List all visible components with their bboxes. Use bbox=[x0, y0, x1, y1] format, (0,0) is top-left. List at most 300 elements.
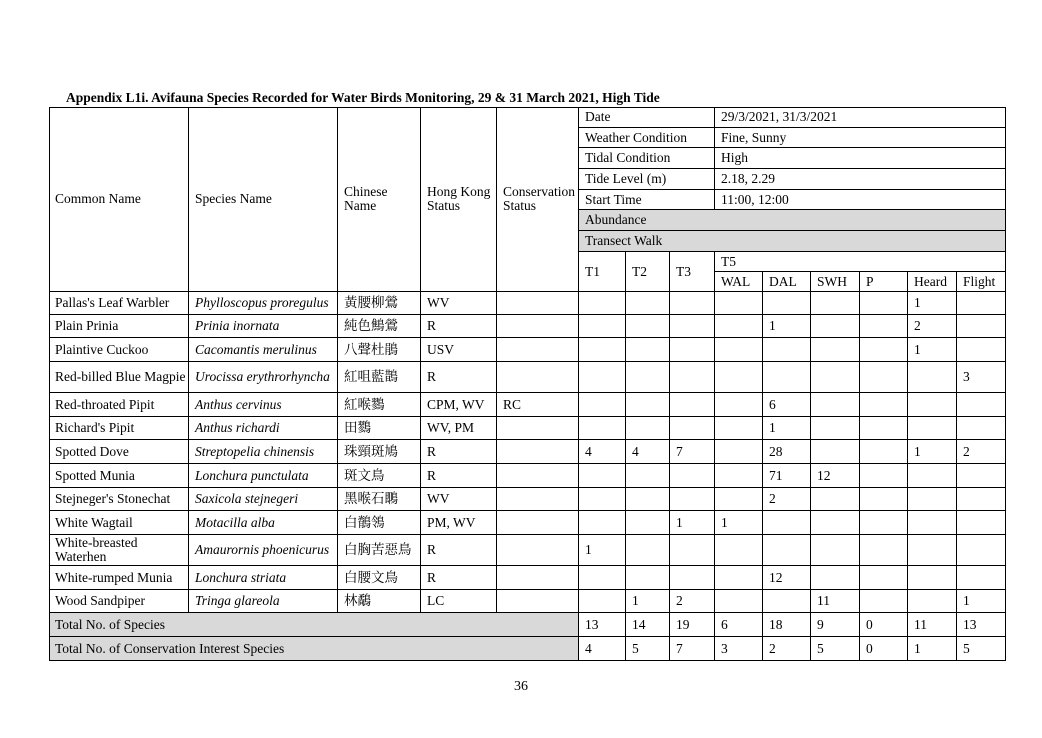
cell-chinese bbox=[338, 292, 421, 315]
header-conservation-status-text: Conservation Status bbox=[503, 184, 575, 213]
cell-wal bbox=[715, 338, 763, 362]
cell-t2 bbox=[626, 440, 670, 464]
cell-t2 bbox=[626, 393, 670, 417]
cell-wal bbox=[715, 535, 763, 566]
cell-common-text: Red-billed Blue Magpie bbox=[55, 369, 186, 384]
cell-hk-text: R bbox=[427, 318, 437, 333]
cell-t2 bbox=[626, 338, 670, 362]
cell-t1-text: 4 bbox=[585, 443, 592, 459]
cell-chinese bbox=[338, 488, 421, 511]
cell-species-text: Motacilla alba bbox=[195, 514, 275, 530]
cell-t1 bbox=[579, 511, 626, 535]
total-row-label bbox=[49, 613, 579, 637]
cell-p bbox=[860, 511, 908, 535]
cell-p bbox=[860, 535, 908, 566]
total-t2-text: 5 bbox=[632, 640, 639, 656]
cell-species bbox=[189, 338, 338, 362]
cell-cons bbox=[497, 417, 579, 440]
header-species-name bbox=[189, 107, 338, 292]
cell-hk bbox=[421, 464, 497, 488]
cell-chinese bbox=[338, 315, 421, 338]
cell-hk-text: R bbox=[427, 443, 437, 459]
header-swh-text: SWH bbox=[817, 273, 847, 289]
cell-wal bbox=[715, 488, 763, 511]
header-swh bbox=[811, 272, 860, 292]
cell-p bbox=[860, 393, 908, 417]
cell-common-text: White-rumped Munia bbox=[55, 569, 173, 585]
cell-cons bbox=[497, 488, 579, 511]
cell-species-text: Lonchura punctulata bbox=[195, 467, 309, 483]
cell-chinese bbox=[338, 417, 421, 440]
cell-chinese bbox=[338, 393, 421, 417]
cell-t1 bbox=[579, 292, 626, 315]
cell-chinese bbox=[338, 511, 421, 535]
cell-dal-text: 1 bbox=[769, 318, 776, 333]
cell-species bbox=[189, 535, 338, 566]
cell-species bbox=[189, 362, 338, 393]
cell-t3 bbox=[670, 315, 715, 338]
total-heard bbox=[908, 613, 957, 637]
cell-heard bbox=[908, 566, 957, 590]
cell-species bbox=[189, 566, 338, 590]
cell-wal bbox=[715, 590, 763, 613]
cell-t3 bbox=[670, 362, 715, 393]
species-table bbox=[49, 107, 1006, 660]
header-flight bbox=[957, 272, 1006, 292]
total-row-label-text: Total No. of Conservation Interest Species bbox=[55, 640, 285, 656]
total-swh-text: 5 bbox=[817, 640, 824, 656]
cell-chinese-text: 純色鷦鶯 bbox=[344, 318, 398, 333]
cell-wal bbox=[715, 393, 763, 417]
cell-chinese bbox=[338, 464, 421, 488]
cell-species-text: Anthus richardi bbox=[195, 420, 280, 435]
cell-hk-text: R bbox=[427, 467, 437, 483]
cell-swh bbox=[811, 362, 860, 393]
cell-dal-text: 2 bbox=[769, 491, 776, 506]
total-dal-text: 2 bbox=[769, 640, 776, 656]
header-t2 bbox=[626, 252, 670, 292]
cell-p bbox=[860, 417, 908, 440]
cell-species bbox=[189, 292, 338, 315]
cell-swh bbox=[811, 590, 860, 613]
total-row-label bbox=[49, 637, 579, 661]
cell-species bbox=[189, 488, 338, 511]
cell-chinese-text: 珠頸斑鳩 bbox=[344, 443, 398, 459]
cell-flight bbox=[957, 535, 1006, 566]
header-weather-value-text: Fine, Sunny bbox=[721, 129, 787, 145]
total-t2 bbox=[626, 637, 670, 661]
appendix-title: Appendix L1i. Avifauna Species Recorded for Water Birds Monitoring, 29 & 31 March 2021, High Tide bbox=[66, 90, 660, 105]
cell-p bbox=[860, 590, 908, 613]
cell-dal bbox=[763, 338, 811, 362]
cell-flight-text: 2 bbox=[963, 443, 970, 459]
header-p-text: P bbox=[866, 273, 874, 289]
header-chinese-name-text: Chinese Name bbox=[344, 184, 388, 213]
header-flight-text: Flight bbox=[963, 273, 996, 289]
cell-chinese bbox=[338, 338, 421, 362]
total-t3 bbox=[670, 613, 715, 637]
cell-species-text: Cacomantis merulinus bbox=[195, 341, 317, 357]
cell-common bbox=[49, 488, 189, 511]
cell-flight bbox=[957, 590, 1006, 613]
cell-chinese-text: 八聲杜鵑 bbox=[344, 341, 398, 357]
cell-species-text: Saxicola stejnegeri bbox=[195, 491, 299, 506]
cell-t1 bbox=[579, 488, 626, 511]
cell-common bbox=[49, 292, 189, 315]
cell-t1 bbox=[579, 464, 626, 488]
cell-common bbox=[49, 315, 189, 338]
total-flight bbox=[957, 613, 1006, 637]
cell-flight bbox=[957, 440, 1006, 464]
cell-common bbox=[49, 535, 189, 566]
cell-cons bbox=[497, 440, 579, 464]
cell-hk-text: R bbox=[427, 569, 437, 585]
cell-swh bbox=[811, 393, 860, 417]
total-t1 bbox=[579, 613, 626, 637]
cell-hk-text: USV bbox=[427, 341, 455, 357]
cell-heard bbox=[908, 440, 957, 464]
header-dal bbox=[763, 272, 811, 292]
cell-swh bbox=[811, 417, 860, 440]
cell-hk-text: PM, WV bbox=[427, 514, 476, 530]
total-dal bbox=[763, 637, 811, 661]
cell-p bbox=[860, 292, 908, 315]
cell-species bbox=[189, 393, 338, 417]
cell-dal-text: 1 bbox=[769, 420, 776, 435]
cell-cons bbox=[497, 464, 579, 488]
cell-dal bbox=[763, 488, 811, 511]
cell-t2 bbox=[626, 362, 670, 393]
cell-hk bbox=[421, 417, 497, 440]
cell-t3 bbox=[670, 488, 715, 511]
cell-swh-text: 11 bbox=[817, 593, 830, 608]
header-abundance bbox=[579, 210, 1006, 231]
total-wal-text: 3 bbox=[721, 640, 728, 656]
cell-flight bbox=[957, 511, 1006, 535]
cell-common-text: White Wagtail bbox=[55, 514, 133, 530]
cell-chinese bbox=[338, 535, 421, 566]
cell-hk-text: LC bbox=[427, 593, 445, 608]
cell-cons-text: RC bbox=[503, 396, 522, 412]
cell-heard-text: 1 bbox=[914, 295, 921, 310]
cell-chinese-text: 白鶺鴒 bbox=[344, 514, 385, 530]
total-wal-text: 6 bbox=[721, 616, 728, 632]
cell-chinese-text: 斑文鳥 bbox=[344, 467, 385, 483]
header-chinese-name bbox=[338, 107, 421, 292]
header-p bbox=[860, 272, 908, 292]
header-transect-walk bbox=[579, 231, 1006, 252]
header-tide-level-value bbox=[715, 169, 1006, 190]
cell-t1 bbox=[579, 590, 626, 613]
cell-t3 bbox=[670, 417, 715, 440]
cell-wal bbox=[715, 464, 763, 488]
cell-wal bbox=[715, 566, 763, 590]
total-t3-text: 7 bbox=[676, 640, 683, 656]
cell-t2 bbox=[626, 566, 670, 590]
cell-flight bbox=[957, 315, 1006, 338]
cell-common bbox=[49, 440, 189, 464]
cell-wal bbox=[715, 440, 763, 464]
cell-t3-text: 1 bbox=[676, 514, 683, 530]
total-dal-text: 18 bbox=[769, 616, 783, 632]
cell-heard bbox=[908, 464, 957, 488]
cell-wal bbox=[715, 362, 763, 393]
cell-p bbox=[860, 464, 908, 488]
header-t3-text: T3 bbox=[676, 263, 691, 279]
cell-swh bbox=[811, 511, 860, 535]
cell-heard-text: 2 bbox=[914, 318, 921, 333]
header-tide-level-label-text: Tide Level (m) bbox=[585, 171, 667, 186]
cell-common-text: Red-throated Pipit bbox=[55, 396, 155, 412]
cell-species-text: Urocissa erythrorhyncha bbox=[195, 369, 330, 384]
cell-hk-text: WV, PM bbox=[427, 420, 475, 435]
cell-cons bbox=[497, 315, 579, 338]
cell-wal bbox=[715, 292, 763, 315]
total-swh-text: 9 bbox=[817, 616, 824, 632]
cell-t1 bbox=[579, 315, 626, 338]
total-p-text: 0 bbox=[866, 616, 873, 632]
cell-heard bbox=[908, 417, 957, 440]
cell-flight bbox=[957, 488, 1006, 511]
cell-heard bbox=[908, 292, 957, 315]
total-flight-text: 13 bbox=[963, 616, 977, 632]
cell-p bbox=[860, 440, 908, 464]
cell-p bbox=[860, 488, 908, 511]
cell-t3-text: 7 bbox=[676, 443, 683, 459]
cell-hk bbox=[421, 393, 497, 417]
cell-common-text: Spotted Munia bbox=[55, 467, 135, 483]
header-t5 bbox=[715, 252, 1006, 272]
cell-t3 bbox=[670, 566, 715, 590]
cell-common-text: Stejneger's Stonechat bbox=[55, 491, 171, 506]
cell-common bbox=[49, 566, 189, 590]
header-abundance-text: Abundance bbox=[585, 212, 647, 227]
cell-common bbox=[49, 464, 189, 488]
cell-t2 bbox=[626, 292, 670, 315]
total-row-label-text: Total No. of Species bbox=[55, 616, 166, 632]
cell-t1-text: 1 bbox=[585, 542, 592, 557]
cell-common-text: Spotted Dove bbox=[55, 443, 129, 459]
cell-swh bbox=[811, 488, 860, 511]
cell-dal bbox=[763, 566, 811, 590]
cell-dal bbox=[763, 440, 811, 464]
header-conservation-status bbox=[497, 107, 579, 292]
cell-chinese-text: 黃腰柳鶯 bbox=[344, 295, 398, 310]
cell-dal-text: 12 bbox=[769, 569, 783, 585]
cell-wal bbox=[715, 315, 763, 338]
cell-hk bbox=[421, 315, 497, 338]
cell-t3-text: 2 bbox=[676, 593, 683, 608]
header-heard bbox=[908, 272, 957, 292]
cell-dal-text: 6 bbox=[769, 396, 776, 412]
cell-hk bbox=[421, 590, 497, 613]
cell-t1 bbox=[579, 417, 626, 440]
cell-t3 bbox=[670, 464, 715, 488]
cell-chinese bbox=[338, 362, 421, 393]
total-t2 bbox=[626, 613, 670, 637]
cell-t1 bbox=[579, 535, 626, 566]
cell-species bbox=[189, 440, 338, 464]
cell-species bbox=[189, 464, 338, 488]
cell-flight bbox=[957, 338, 1006, 362]
header-start-time-label-text: Start Time bbox=[585, 191, 642, 207]
cell-cons bbox=[497, 393, 579, 417]
cell-t3 bbox=[670, 393, 715, 417]
header-weather-value bbox=[715, 128, 1006, 148]
cell-hk bbox=[421, 292, 497, 315]
cell-dal bbox=[763, 464, 811, 488]
cell-species-text: Prinia inornata bbox=[195, 318, 280, 333]
cell-p bbox=[860, 338, 908, 362]
cell-hk bbox=[421, 535, 497, 566]
header-tidal-label-text: Tidal Condition bbox=[585, 150, 671, 165]
cell-chinese-text: 白腰文鳥 bbox=[344, 569, 398, 585]
cell-dal bbox=[763, 417, 811, 440]
total-swh bbox=[811, 613, 860, 637]
header-transect-walk-text: Transect Walk bbox=[585, 233, 663, 248]
header-weather-label-text: Weather Condition bbox=[585, 129, 688, 145]
cell-p bbox=[860, 362, 908, 393]
cell-hk-text: WV bbox=[427, 295, 450, 310]
cell-t2 bbox=[626, 315, 670, 338]
cell-flight bbox=[957, 362, 1006, 393]
cell-wal bbox=[715, 511, 763, 535]
total-dal bbox=[763, 613, 811, 637]
cell-species-text: Lonchura striata bbox=[195, 569, 287, 585]
cell-t1 bbox=[579, 440, 626, 464]
cell-cons bbox=[497, 535, 579, 566]
cell-t2 bbox=[626, 488, 670, 511]
cell-heard bbox=[908, 315, 957, 338]
cell-species-text: Anthus cervinus bbox=[195, 396, 282, 412]
cell-common bbox=[49, 338, 189, 362]
cell-species bbox=[189, 590, 338, 613]
cell-swh bbox=[811, 292, 860, 315]
cell-swh bbox=[811, 566, 860, 590]
cell-t1 bbox=[579, 566, 626, 590]
header-species-name-text: Species Name bbox=[195, 191, 272, 206]
cell-p bbox=[860, 315, 908, 338]
cell-t2 bbox=[626, 417, 670, 440]
header-wal-text: WAL bbox=[721, 273, 751, 289]
cell-dal bbox=[763, 511, 811, 535]
cell-common-text: Pallas's Leaf Warbler bbox=[55, 295, 170, 310]
cell-t2 bbox=[626, 511, 670, 535]
cell-t2-text: 1 bbox=[632, 593, 639, 608]
cell-flight bbox=[957, 464, 1006, 488]
cell-cons bbox=[497, 362, 579, 393]
cell-hk bbox=[421, 440, 497, 464]
cell-chinese-text: 田鷚 bbox=[344, 420, 371, 435]
cell-flight bbox=[957, 566, 1006, 590]
cell-species-text: Phylloscopus proregulus bbox=[195, 295, 329, 310]
cell-species-text: Amaurornis phoenicurus bbox=[195, 542, 330, 557]
cell-cons bbox=[497, 511, 579, 535]
cell-species bbox=[189, 417, 338, 440]
cell-hk bbox=[421, 362, 497, 393]
cell-t3 bbox=[670, 511, 715, 535]
cell-common bbox=[49, 393, 189, 417]
cell-p bbox=[860, 566, 908, 590]
header-hk-status bbox=[421, 107, 497, 292]
cell-dal bbox=[763, 393, 811, 417]
header-tidal-value bbox=[715, 148, 1006, 169]
cell-hk bbox=[421, 566, 497, 590]
header-start-time-value-text: 11:00, 12:00 bbox=[721, 191, 789, 207]
total-heard bbox=[908, 637, 957, 661]
cell-common-text: Richard's Pipit bbox=[55, 420, 135, 435]
cell-chinese bbox=[338, 440, 421, 464]
cell-dal-text: 71 bbox=[769, 467, 783, 483]
total-p-text: 0 bbox=[866, 640, 873, 656]
header-start-time-value bbox=[715, 190, 1006, 210]
header-common-name bbox=[49, 107, 189, 292]
cell-swh bbox=[811, 440, 860, 464]
cell-swh bbox=[811, 464, 860, 488]
total-wal bbox=[715, 613, 763, 637]
cell-chinese-text: 林鷸 bbox=[344, 593, 371, 608]
cell-dal bbox=[763, 315, 811, 338]
cell-species bbox=[189, 511, 338, 535]
cell-t3 bbox=[670, 338, 715, 362]
cell-hk bbox=[421, 488, 497, 511]
cell-common bbox=[49, 362, 189, 393]
cell-heard bbox=[908, 362, 957, 393]
header-weather-label bbox=[579, 128, 715, 148]
total-p bbox=[860, 637, 908, 661]
cell-common bbox=[49, 590, 189, 613]
header-tidal-label bbox=[579, 148, 715, 169]
cell-heard-text: 1 bbox=[914, 443, 921, 459]
cell-t2 bbox=[626, 590, 670, 613]
total-t3 bbox=[670, 637, 715, 661]
cell-common-text: Wood Sandpiper bbox=[55, 593, 146, 608]
cell-flight bbox=[957, 393, 1006, 417]
total-flight bbox=[957, 637, 1006, 661]
cell-common bbox=[49, 511, 189, 535]
total-heard-text: 11 bbox=[914, 616, 927, 632]
cell-wal-text: 1 bbox=[721, 514, 728, 530]
cell-t2 bbox=[626, 464, 670, 488]
cell-swh-text: 12 bbox=[817, 467, 831, 483]
cell-heard bbox=[908, 488, 957, 511]
cell-swh bbox=[811, 315, 860, 338]
cell-common-text: White-breasted Waterhen bbox=[55, 535, 138, 564]
total-flight-text: 5 bbox=[963, 640, 970, 656]
header-t1-text: T1 bbox=[585, 263, 600, 279]
cell-species-text: Tringa glareola bbox=[195, 593, 280, 608]
cell-hk-text: R bbox=[427, 542, 437, 557]
cell-t1 bbox=[579, 362, 626, 393]
header-t1 bbox=[579, 252, 626, 292]
total-t1 bbox=[579, 637, 626, 661]
header-heard-text: Heard bbox=[914, 273, 947, 289]
total-heard-text: 1 bbox=[914, 640, 921, 656]
cell-swh bbox=[811, 338, 860, 362]
cell-dal bbox=[763, 292, 811, 315]
cell-cons bbox=[497, 292, 579, 315]
header-hk-status-text: Hong Kong Status bbox=[427, 184, 491, 213]
cell-heard bbox=[908, 511, 957, 535]
cell-species-text: Streptopelia chinensis bbox=[195, 443, 315, 459]
total-t1-text: 4 bbox=[585, 640, 592, 656]
total-wal bbox=[715, 637, 763, 661]
cell-dal bbox=[763, 535, 811, 566]
cell-common-text: Plaintive Cuckoo bbox=[55, 341, 149, 357]
cell-flight-text: 1 bbox=[963, 593, 970, 608]
cell-t2 bbox=[626, 535, 670, 566]
header-start-time-label bbox=[579, 190, 715, 210]
